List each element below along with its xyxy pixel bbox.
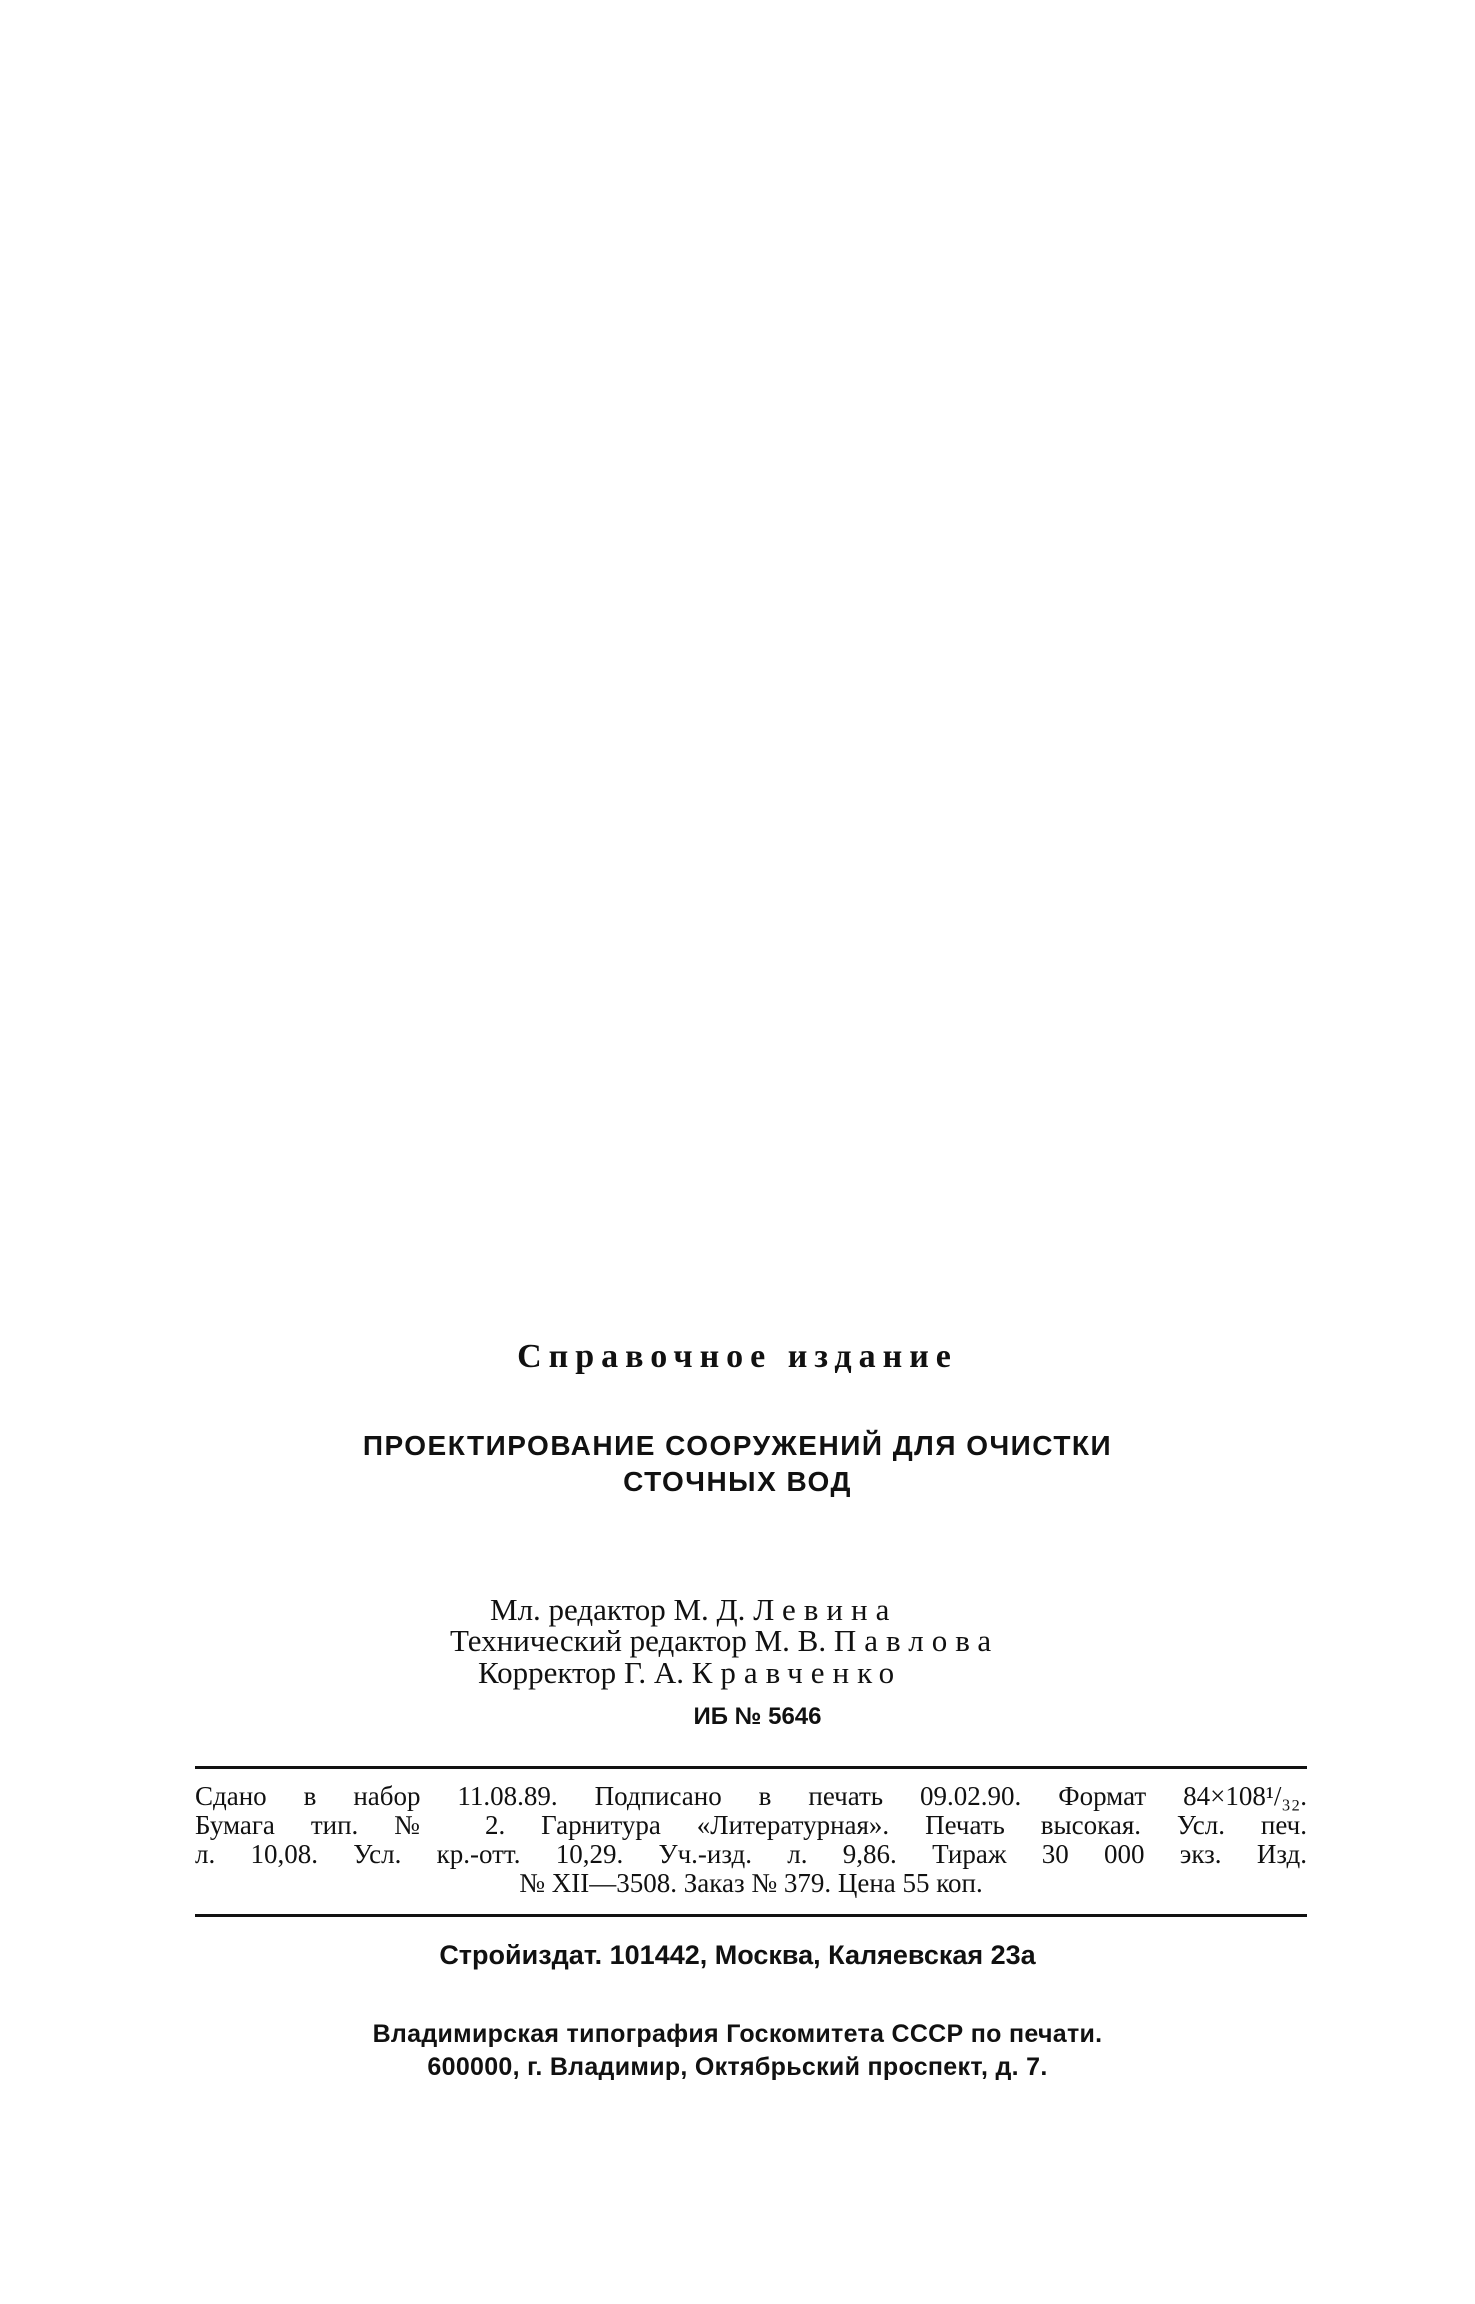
staff-surname: Кравченко (691, 1655, 903, 1690)
edition-genre: Справочное издание (517, 1338, 958, 1375)
staff-technical-editor (450, 1623, 999, 1659)
staff-role: Технический редактор (450, 1623, 747, 1658)
imprint-line-3: л. 10,08. Усл. кр.-отт. 10,29. Уч.-изд. л. 9,86. Тираж 30 000 экз. Изд. (195, 1839, 1307, 1869)
divider-bottom (195, 1914, 1307, 1917)
imprint-block (195, 1782, 1307, 1898)
imprint-line-2: Бумага тип. № 2. Гарнитура «Литературная». Печать высокая. Усл. печ. (195, 1810, 1307, 1840)
staff-surname: Павлова (833, 1623, 1000, 1658)
staff-role: Мл. редактор (490, 1592, 666, 1627)
staff-surname: Левина (753, 1592, 898, 1627)
book-title-line-1: ПРОЕКТИРОВАНИЕ СООРУЖЕНИЙ ДЛЯ ОЧИСТКИ (362, 1430, 1113, 1461)
imprint-line-1: Сдано в набор 11.08.89. Подписано в печать 09.02.90. Формат 84×108¹/₃₂. (195, 1781, 1307, 1811)
staff-initials: Г. А. (623, 1655, 684, 1690)
staff-initials: М. В. (754, 1623, 827, 1658)
staff-proofreader (478, 1655, 902, 1691)
printer-line-1: Владимирская типография Госкомитета СССР по печати. (372, 2020, 1103, 2048)
staff-role: Корректор (478, 1655, 617, 1690)
staff-initials: М. Д. (673, 1592, 746, 1627)
printer-line-2: 600000, г. Владимир, Октябрьский проспект, д. 7. (427, 2053, 1048, 2081)
divider-top (195, 1766, 1307, 1769)
publisher-address: Стройиздат. 101442, Москва, Каляевская 23а (439, 1940, 1036, 1970)
book-title-line-2: СТОЧНЫХ ВОД (623, 1466, 852, 1497)
ib-number: ИБ № 5646 (693, 1703, 822, 1730)
imprint-line-4: № XII—3508. Заказ № 379. Цена 55 коп. (519, 1868, 983, 1898)
